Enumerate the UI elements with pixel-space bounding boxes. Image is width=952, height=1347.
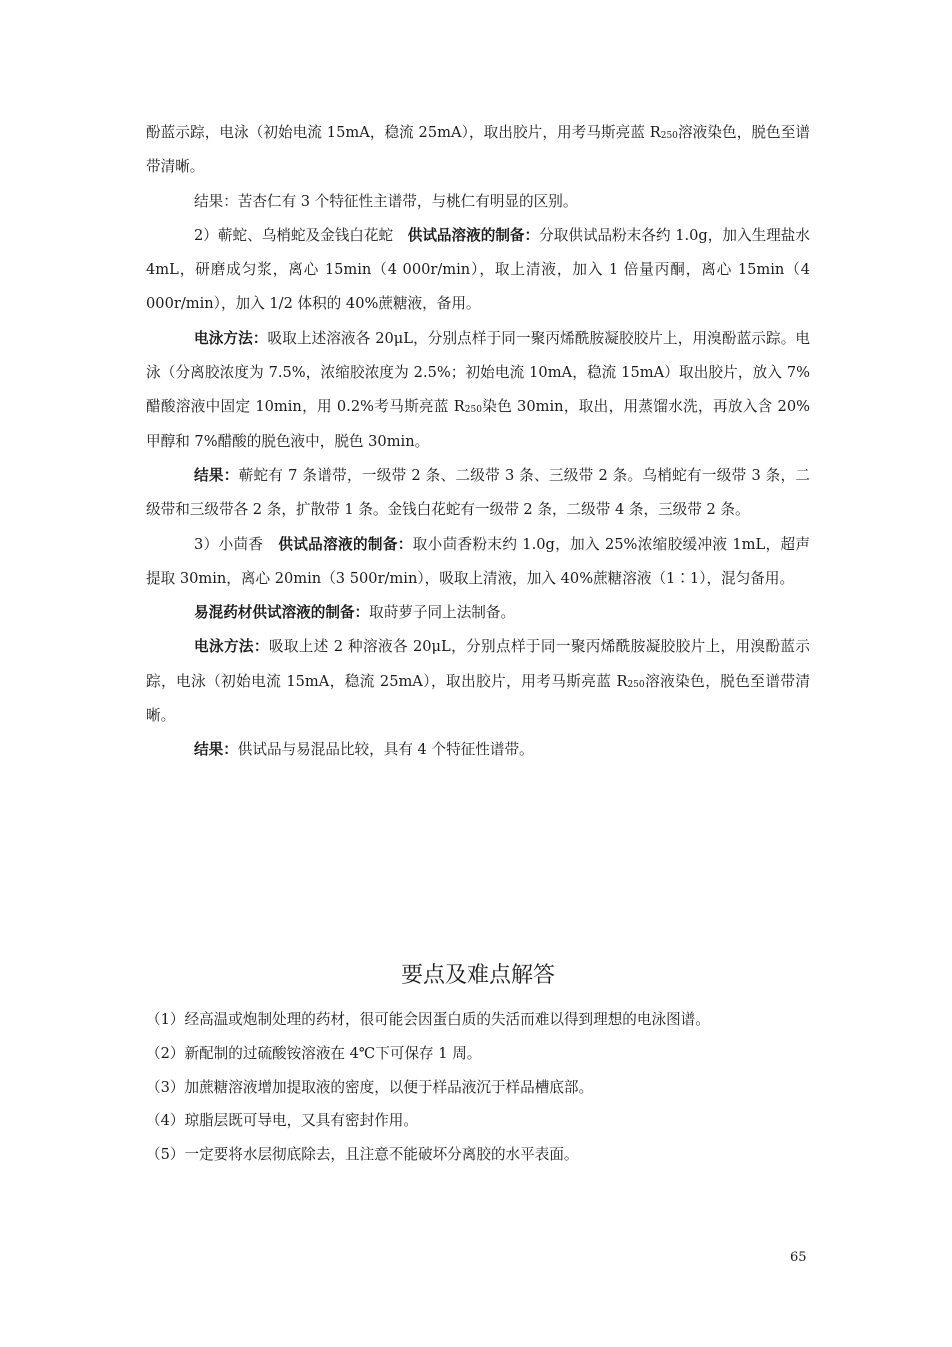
subscript: 250 — [464, 405, 482, 416]
text-span: 吸取上述溶液各 20μL，分别点样于同一聚丙烯酰胺凝胶胶片上，用溴酚蓝示踪。电泳（分离胶浓度为 7.5%，浓缩胶浓度为 2.5%；初始电流 10mA，稳流 15mA）取出胶片，放入 7%醋酸溶液中固定 10min，用 0.2%考马斯亮蓝 R — [146, 329, 810, 416]
text-span: 蕲蛇有 7 条谱带，一级带 2 条、二级带 3 条、三级带 2 条。乌梢蛇有一级带 3 条，二级带和三级带各 2 条，扩散带 1 条。金钱白花蛇有一级带 2 条，二级带 4 条，三级带 2 条。 — [146, 466, 810, 519]
key-point-item: （3）加蔗糖溶液增加提取液的密度，以便于样品液沉于样品槽底部。 — [146, 1078, 594, 1096]
paragraph-snakes-result — [146, 459, 810, 528]
key-point-item: （2）新配制的过硫酸铵溶液在 4℃下可保存 1 周。 — [146, 1044, 482, 1062]
text-span: 2）蕲蛇、乌梢蛇及金钱白花蛇 — [194, 226, 408, 244]
bold-label: 电泳方法： — [194, 329, 268, 347]
key-points-list — [146, 1003, 826, 1172]
key-point-item: （4）琼脂层既可导电，又具有密封作用。 — [146, 1112, 418, 1130]
paragraph-confusable-prep — [146, 596, 810, 630]
bold-label: 供试品溶液的制备： — [278, 535, 413, 553]
subscript: 250 — [660, 131, 678, 141]
bold-label: 易混药材供试溶液的制备： — [194, 604, 370, 622]
text-span: 溶液染色，脱色至谱带清晰。 — [146, 124, 810, 176]
text-span: 供试品与易混品比较，具有 4 个特征性谱带。 — [237, 741, 534, 759]
paragraph-fennel-method — [146, 630, 810, 733]
key-point-item: （1）经高温或炮制处理的药材，很可能会因蛋白质的失活而难以得到理想的电泳图谱。 — [146, 1011, 710, 1028]
text-span: 吸取上述 2 种溶液各 20μL，分别点样于同一聚丙烯酰胺凝胶胶片上，用溴酚蓝示踪，电泳（初始电流 15mA，稳流 25mA），取出胶片，用考马斯亮蓝 R — [146, 638, 810, 690]
text-span: 染色 30min，取出，用蒸馏水洗，再放入含 20%甲醇和 7%醋酸的脱色液中，脱色 30min。 — [146, 398, 810, 450]
bold-label: 电泳方法： — [194, 638, 269, 656]
text-span: 取莳萝子同上法制备。 — [369, 604, 516, 622]
paragraph-snakes-method — [146, 322, 810, 459]
paragraph-snakes-prep — [146, 219, 810, 322]
page-number: 65 — [790, 1250, 807, 1265]
text-span: 取小茴香粉末约 1.0g，加入 25%浓缩胶缓冲液 1mL，超声提取 30min，离心 20min（3 500r/min），吸取上清液，加入 40%蔗糖溶液（1∶1），混匀备用。 — [146, 535, 810, 587]
text-span: 结果：苦杏仁有 3 个特征性主谱带，与桃仁有明显的区别。 — [194, 192, 578, 210]
bold-label: 结果： — [194, 466, 239, 484]
paragraph-fennel-result — [146, 733, 810, 767]
text-span: 3）小茴香 — [194, 535, 279, 553]
bold-label: 结果： — [194, 741, 238, 759]
paragraph-1 — [146, 116, 810, 185]
section-heading: 要点及难点解答 — [400, 963, 555, 988]
bold-label: 供试品溶液的制备： — [407, 226, 540, 244]
body-text — [146, 116, 810, 768]
paragraph-result-1 — [146, 185, 810, 219]
text-span: 分取供试品粉末各约 1.0g，加入生理盐水 4mL，研磨成匀浆，离心 15min（4 000r/min），取上清液，加入 1 倍量丙酮，离心 15min（4 000r/min），加入 1/2 体积的 40%蔗糖液，备用。 — [146, 226, 810, 313]
paragraph-fennel-prep — [146, 528, 810, 597]
text-span: 酚蓝示踪，电泳（初始电流 15mA，稳流 25mA），取出胶片，用考马斯亮蓝 R — [146, 124, 661, 141]
text-span: 溶液染色，脱色至谱带清晰。 — [146, 672, 810, 725]
key-point-item: （5）一定要将水层彻底除去，且注意不能破坏分离胶的水平表面。 — [146, 1146, 579, 1164]
subscript: 250 — [627, 679, 645, 690]
